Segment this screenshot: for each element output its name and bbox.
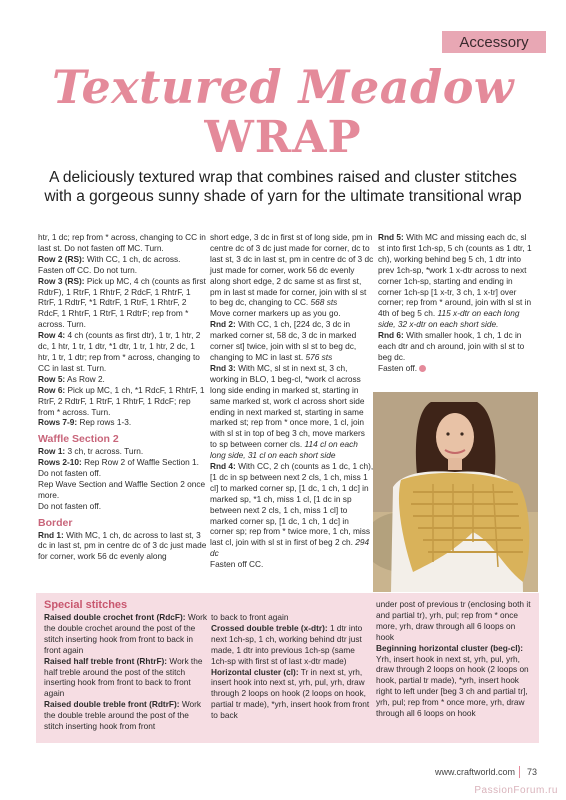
paragraph: Rep Wave Section and Waffle Section 2 once more.	[38, 478, 206, 500]
row-label: Rnd 6:	[378, 330, 404, 341]
row-text: With CC, 1 ch, [224 dc, 3 dc in marked corner st, 58 dc, 3 dc in marked corner st] twice, join with sl st to beg dc, changing to MC in last st.	[210, 319, 357, 362]
paragraph: to back to front again	[211, 612, 289, 622]
row-label: Rnd 5:	[378, 232, 404, 242]
row-instruction	[38, 530, 208, 563]
stitch-definition	[44, 612, 208, 656]
row-instruction	[38, 330, 208, 374]
row-instruction	[38, 446, 208, 457]
stitch-count: 115 x-dtr on each long side, 32 x-dtr on each short side.	[378, 308, 520, 330]
row-label: Rnd 3:	[210, 362, 236, 373]
stitch-count: 576 sts	[303, 351, 333, 362]
row-text: Rep rows 1-3.	[77, 417, 132, 428]
paragraph: Do not fasten off.	[38, 500, 102, 511]
row-label: Rows 7-9:	[38, 417, 78, 428]
stitch-definition	[211, 667, 371, 722]
model-photo	[373, 392, 538, 592]
row-text: 4 ch (counts as first dtr), 1 tr, 1 htr, 2 dc, 1 htr, 1 tr, 1 dtr, *1 dtr, 1 tr, 1 htr, 2 dc, 1 htr, 1 tr, 1 dtr; rep from * across, changing to CC in last st. Turn.	[38, 330, 201, 373]
row-instruction	[38, 385, 208, 418]
row-text: With MC, 1 ch, dc across to last st, 3 dc in last st, pm in centre dc of 3 dc just made for corner, work 56 dc evenly along	[38, 529, 207, 562]
stitch-name: Raised half treble front (RhtrF):	[44, 655, 168, 666]
special-column-2	[211, 612, 371, 721]
special-column-3	[376, 599, 534, 719]
row-text: With MC, sl st in next st, 3 ch, working in BLO, 1 beg-cl, *work cl across long side ending in marked st, starting in same marked st, work cl across short side ending in next marked st, starting in same marked st; rep from * once more, 1 cl, join with sl st in top of beg 3 ch, move markers to sp between corner cls.	[210, 362, 365, 450]
stitch-text: 1 dtr into next 1ch-sp, 1 ch, working behind dtr just made, 1 dtr into previous 1ch-sp (same 1ch-sp with first st of last x-dtr made)	[211, 622, 363, 666]
watermark: PassionForum.ru	[474, 785, 558, 796]
row-instruction	[38, 417, 208, 428]
row-instruction	[38, 276, 208, 331]
row-text: 3 ch, tr across. Turn.	[65, 446, 144, 457]
standfirst: A deliciously textured wrap that combines raised and cluster stitches with a gorgeous sunny shade of yarn for the ultimate transitional wrap	[44, 169, 522, 205]
stitch-count: 294 dc	[210, 537, 370, 559]
paragraph	[210, 232, 374, 308]
title-line-1: Textured Meadow	[52, 60, 514, 114]
stitch-text: Work the double treble around the post of the stitch inserting hook from front	[44, 699, 202, 732]
row-instruction	[38, 374, 208, 385]
row-text: As Row 2.	[65, 373, 105, 384]
footer-url[interactable]: www.craftworld.com	[434, 767, 515, 777]
stitch-definition	[376, 643, 534, 719]
pattern-column-2	[210, 232, 374, 570]
paragraph: Move corner markers up as you go.	[210, 308, 341, 319]
stitch-name: Beginning horizontal cluster (beg-cl):	[376, 642, 524, 653]
section-heading-waffle: Waffle Section 2	[38, 433, 119, 446]
model-wearing-wrap-illustration	[373, 392, 538, 592]
end-mark-icon	[419, 365, 426, 372]
row-label: Row 5:	[38, 373, 66, 384]
row-text: With MC and missing each dc, sl st into first 1ch-sp, 5 ch (counts as 1 dtr, 1 ch), working behind beg 5 ch, 1 dtr into prev 1ch-sp, *work 1 x-dtr across to next corner 1ch-sp, starting and ending in corner 1ch-sp [1 x-tr, 3 ch, 1 x-tr] over corner; rep from * around, join with sl st in 4th of beg 5 ch.	[378, 232, 532, 319]
section-tag: Accessory	[442, 31, 546, 53]
footer-divider	[519, 766, 520, 778]
row-text: With CC, 2 ch (counts as 1 dc, 1 ch), [1 dc in sp between next 2 cls, 1 ch, miss 1 cl] to marked corner sp, [1 dc, 1 ch, 1 dc] in marked sp, *1 ch, miss 1 cl, [1 dc in sp between next 2 cls, 1 ch, miss 1 cl] to marked corner sp, [1 dc, 1 ch, 1 dc] in corner sp; rep from * twice more, 1 ch, miss last cl, join with sl st in first of beg 2 ch.	[210, 461, 374, 548]
stitch-text: Yrh, insert hook in next st, yrh, pul, yrh, draw through 2 loops on hook (2 loops on hook, partial tr made), *yrh, insert hook right to left under [beg 3 ch and partial tr], yrh, pul; rep from * once more, yrh, draw through all 6 loops on hook	[376, 653, 529, 719]
row-instruction	[378, 330, 534, 363]
pattern-column-1	[38, 232, 208, 562]
row-instruction	[210, 319, 374, 363]
row-instruction	[38, 254, 208, 276]
stitch-name: Raised double crochet front (RdcF):	[44, 612, 186, 622]
row-instruction	[210, 363, 374, 461]
row-instruction	[38, 457, 208, 479]
special-column-1	[44, 612, 208, 732]
row-label: Rows 2-10:	[38, 457, 82, 468]
row-label: Row 4:	[38, 330, 66, 341]
page-number: 73	[526, 767, 537, 777]
stitch-definition	[44, 699, 208, 732]
row-instruction	[378, 232, 534, 330]
stitch-name: Raised double treble front (RdtrF):	[44, 699, 180, 710]
section-heading-border: Border	[38, 516, 73, 529]
row-text: Rep Row 2 of Waffle Section 1. Do not fasten off.	[38, 457, 199, 479]
paragraph	[378, 363, 534, 374]
row-label: Rnd 4:	[210, 461, 236, 472]
stitch-text: Work the half treble around the post of the stitch inserting hook from front to back to front again	[44, 655, 203, 699]
row-text: Pick up MC, 1 ch, *1 RdcF, 1 RhtrF, 1 RtrF, 2 RdtrF, 1 RtrF, 1 RhtrF, 1 RdcF; rep from * across. Turn.	[38, 384, 205, 417]
row-label: Row 1:	[38, 446, 66, 457]
pattern-column-3	[378, 232, 534, 374]
stitch-count: 114 cl on each long side, 31 cl on each short side	[210, 439, 358, 461]
row-text: Pick up MC, 4 ch (counts as first RdtrF), 1 RtrF, 1 RhtrF, 2 RdcF, 1 RhtrF, 1 RtrF, 1 RdtrF, *1 RdtrF, 1 RtrF, 1 RhtrF, 2 RdcF, 1 RhtrF, 1 RtrF, 1 RdtrF; rep from * across. Turn.	[38, 275, 206, 330]
stitch-text: Tr in next st, yrh, insert hook into next st, yrh, pul, yrh, draw through 2 loops on hook (2 loops on hook, partial tr made), *yrh, insert hook from front to back	[211, 666, 370, 721]
row-label: Row 2 (RS):	[38, 253, 85, 264]
paragraph: htr, 1 dc; rep from * across, changing to CC in last st. Do not fasten off MC. Turn.	[38, 232, 206, 253]
row-label: Rnd 1:	[38, 529, 64, 540]
row-label: Row 3 (RS):	[38, 275, 85, 286]
special-stitches-heading: Special stitches	[44, 599, 128, 611]
stitch-text: Work the double crochet around the post of the stitch inserting hook from front to back in front again	[44, 612, 208, 655]
row-text: With smaller hook, 1 ch, 1 dc in each dtr and ch around, join with sl st to beg dc.	[378, 330, 525, 362]
paragraph: under post of previous tr (enclosing both it and partial tr), yrh, pul; rep from * once more, yrh, draw through all 6 loops on hook	[376, 599, 531, 642]
stitch-definition	[211, 623, 371, 667]
stitch-name: Horizontal cluster (cl):	[211, 666, 299, 677]
row-text: With CC, 1 ch, dc across. Fasten off CC. Do not turn.	[38, 253, 181, 275]
stitch-name: Crossed double treble (x-dtr):	[211, 622, 328, 633]
stitch-definition	[44, 656, 208, 700]
row-label: Rnd 2:	[210, 319, 236, 330]
row-label: Row 6:	[38, 384, 66, 395]
row-instruction	[210, 461, 374, 559]
paragraph-text: short edge, 3 dc in first st of long side, pm in centre dc of 3 dc just made for corner, dc to last st, 3 dc in last st, pm in centre dc of 3 dc just made for corner, work 56 dc evenly along short edge, 2 dc same st as first st, pm in last st made for corner, join with sl st to beg dc, changing to CC.	[210, 232, 374, 308]
paragraph: Fasten off CC.	[210, 559, 264, 570]
title-line-2: WRAP	[204, 112, 362, 163]
paragraph-text: Fasten off.	[378, 362, 418, 373]
special-stitches-panel	[36, 593, 539, 743]
stitch-count: 568 sts	[308, 297, 338, 308]
